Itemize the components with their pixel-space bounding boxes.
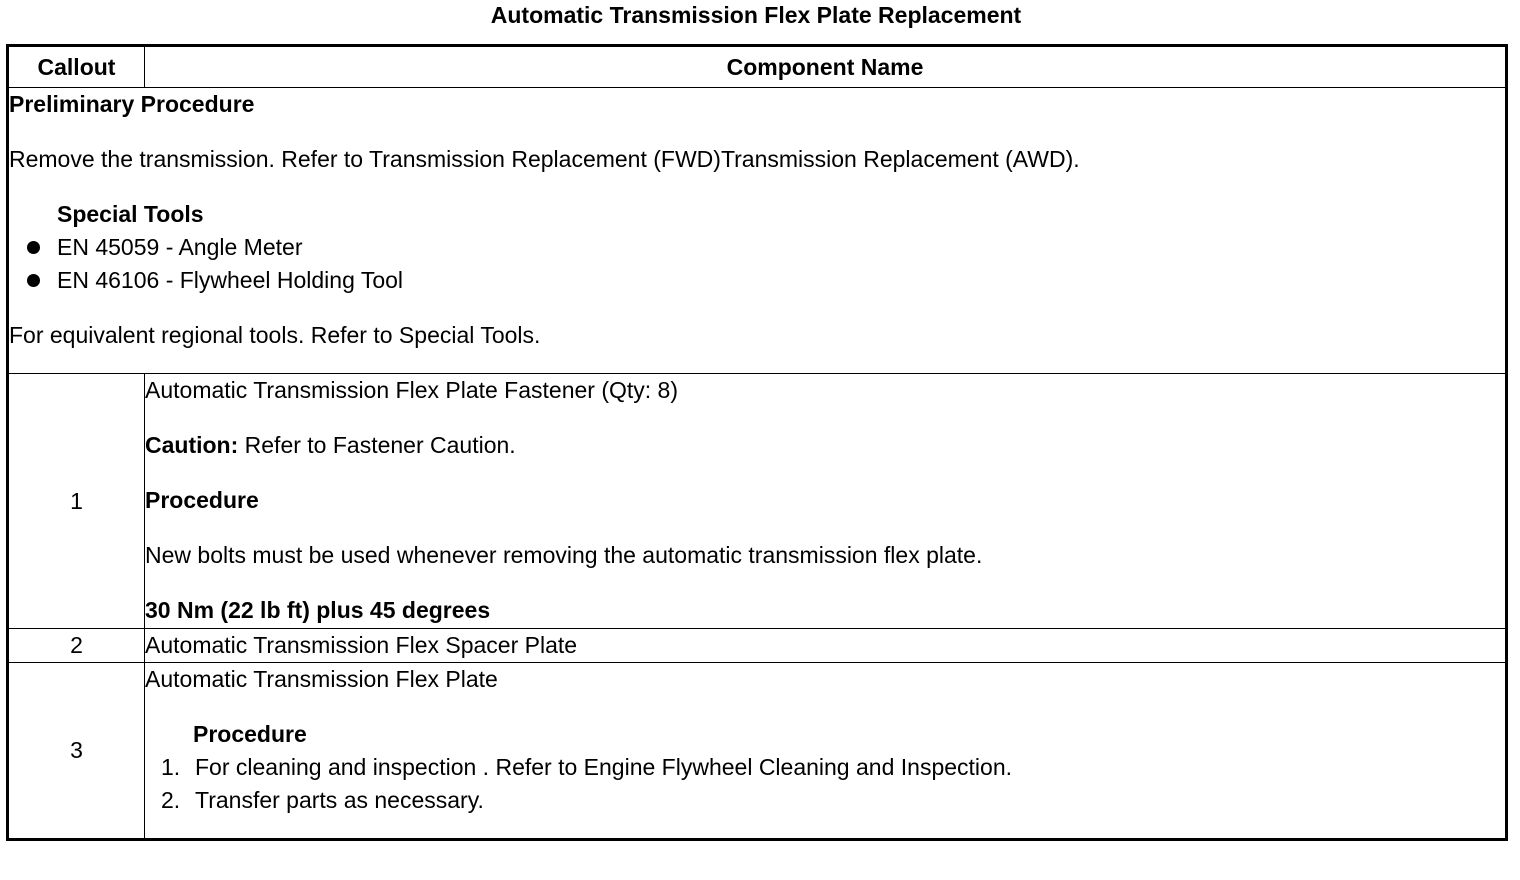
callout-cell: 3 — [8, 663, 145, 840]
caution-label: Caution: — [145, 432, 239, 458]
component-name: Automatic Transmission Flex Plate Fastener (Qty: 8) — [145, 377, 679, 403]
special-tool-item: EN 46106 - Flywheel Holding Tool — [9, 264, 1505, 297]
list-item: 2. Transfer parts as necessary. — [161, 787, 484, 813]
caution-text: Caution: Refer to Fastener Caution. — [145, 432, 516, 458]
component-name-header: Component Name — [145, 46, 1507, 88]
table-row — [8, 374, 1507, 629]
page-title: Automatic Transmission Flex Plate Replacement — [490, 2, 1022, 28]
special-tools-heading: Special Tools — [57, 201, 204, 227]
callout-header: Callout — [8, 46, 145, 88]
regional-tools-note: For equivalent regional tools. Refer to Special Tools. — [9, 322, 541, 348]
table-header-row — [8, 46, 1507, 88]
preliminary-procedure-row — [8, 88, 1507, 374]
callout-cell: 1 — [8, 374, 145, 629]
procedure-steps — [145, 751, 1505, 817]
callout-cell: 2 — [8, 629, 145, 663]
component-name: Automatic Transmission Flex Spacer Plate — [145, 632, 578, 658]
procedure-heading: Procedure — [145, 487, 259, 513]
table-row — [8, 629, 1507, 663]
bullet-icon — [27, 274, 40, 287]
torque-spec: 30 Nm (22 lb ft) plus 45 degrees — [145, 597, 491, 623]
special-tools-list — [9, 231, 1505, 297]
bullet-icon — [27, 241, 40, 254]
component-name: Automatic Transmission Flex Plate — [145, 666, 498, 692]
special-tool-item: EN 45059 - Angle Meter — [9, 231, 1505, 264]
procedure-heading: Procedure — [193, 721, 307, 747]
procedure-text: New bolts must be used whenever removing the automatic transmission flex plate. — [145, 542, 983, 568]
preliminary-procedure-heading: Preliminary Procedure — [9, 91, 255, 117]
list-item: 1. For cleaning and inspection . Refer to Engine Flywheel Cleaning and Inspection. — [161, 754, 1012, 780]
table-row — [8, 663, 1507, 840]
procedure-table — [6, 44, 1508, 841]
remove-transmission-text: Remove the transmission. Refer to Transmission Replacement (FWD)Transmission Replacement (AWD). — [9, 146, 1080, 172]
